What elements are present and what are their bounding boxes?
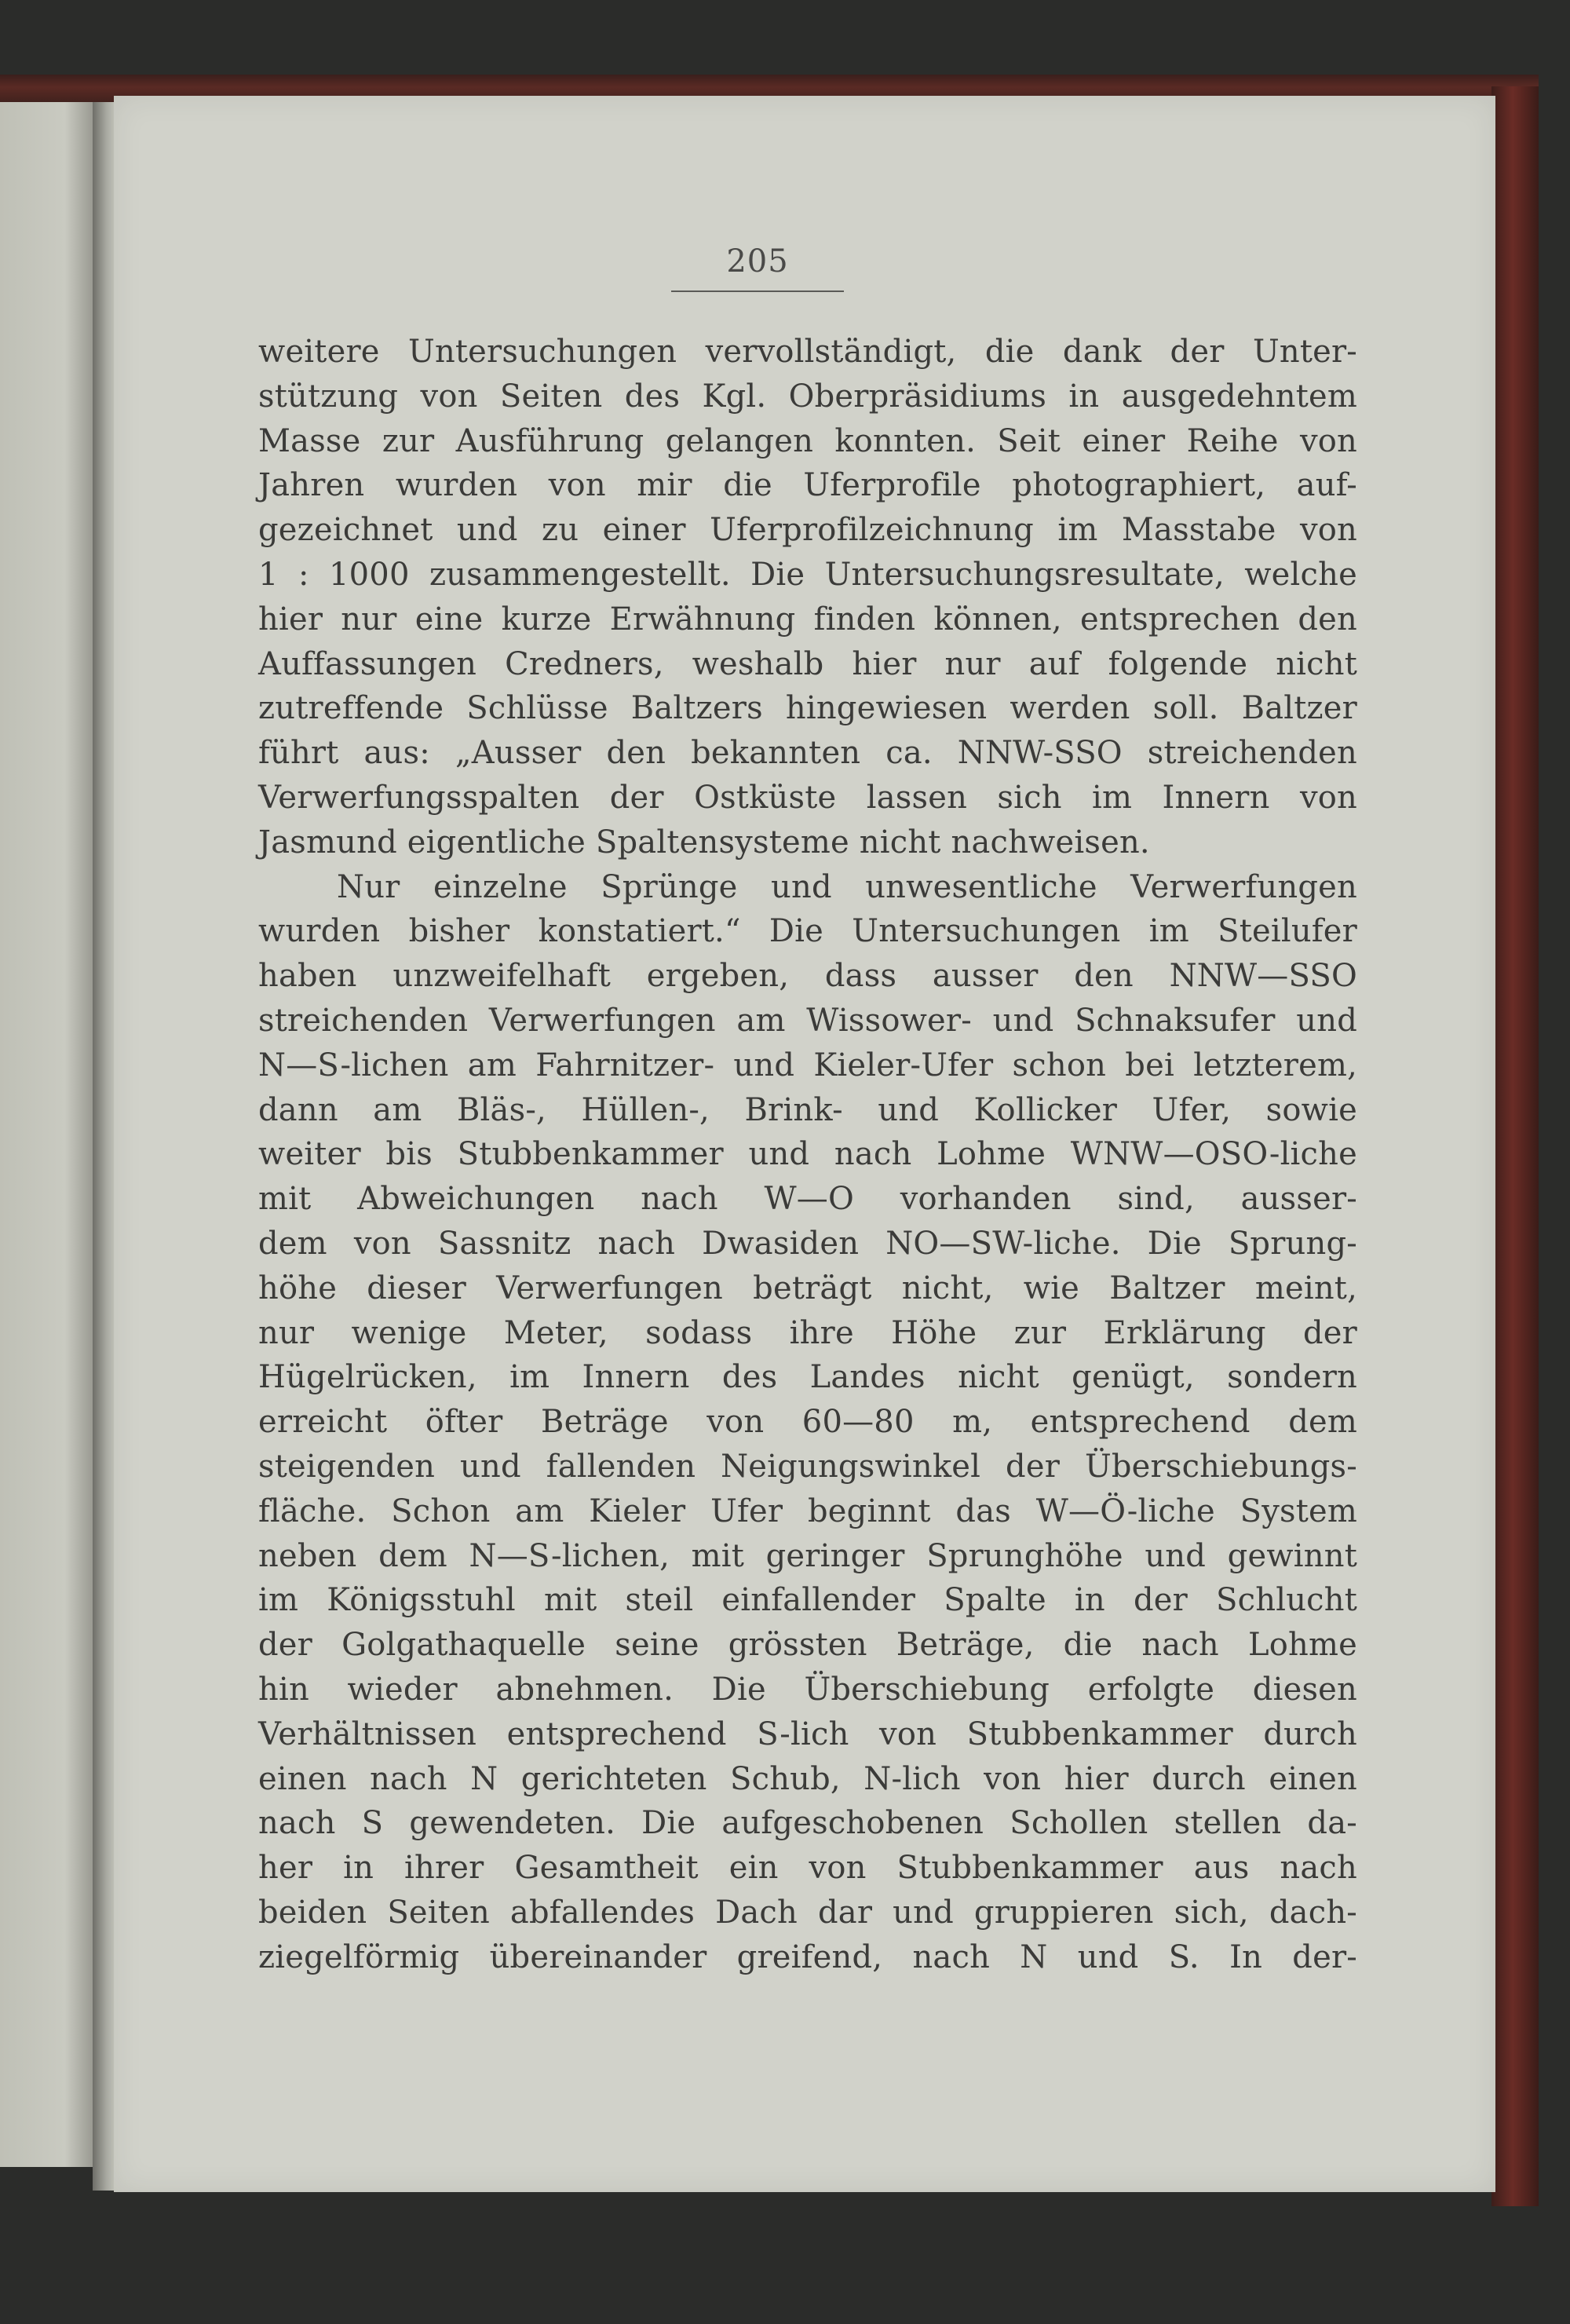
text-line: gezeichnet und zu einer Uferprofilzeichnung im Masstabe von (258, 512, 1357, 549)
text-line: Jahren wurden von mir die Uferprofile photographiert, auf- (258, 467, 1357, 504)
paragraph-first-line: Nur einzelne Sprünge und unwesentliche Verwerfungen (337, 868, 1357, 905)
book-gutter (93, 102, 116, 2191)
text-line: Verwerfungsspalten der Ostküste lassen sich im Innern von (258, 779, 1357, 816)
text-line: im Königsstuhl mit steil einfallender Spalte in der Schlucht (258, 1582, 1357, 1619)
text-line: nur wenige Meter, sodass ihre Höhe zur Erklärung der (258, 1314, 1357, 1351)
text-line: führt aus: „Ausser den bekannten ca. NNW-SSO streichenden (258, 735, 1357, 772)
text-line: 1 : 1000 zusammengestellt. Die Untersuchungsresultate, welche (258, 556, 1357, 593)
text-line: der Golgathaquelle seine grössten Beträge, die nach Lohme (258, 1627, 1357, 1664)
text-line: hin wieder abnehmen. Die Überschiebung erfolgte diesen (258, 1671, 1357, 1708)
text-line: ziegelförmig übereinander greifend, nach N und S. In der- (258, 1938, 1357, 1975)
text-line: Auffassungen Credners, weshalb hier nur auf folgende nicht (258, 645, 1357, 682)
text-line: Hügelrücken, im Innern des Landes nicht genügt, sondern (258, 1359, 1357, 1396)
text-line: mit Abweichungen nach W—O vorhanden sind, ausser- (258, 1181, 1357, 1218)
text-line: dann am Bläs-, Hüllen-, Brink- und Kollicker Ufer, sowie (258, 1091, 1357, 1128)
text-line: Jasmund eigentliche Spaltensysteme nicht nachweisen. (258, 824, 1150, 861)
text-line: stützung von Seiten des Kgl. Oberpräsidiums in ausgedehntem (258, 378, 1357, 415)
text-line: her in ihrer Gesamtheit ein von Stubbenkammer aus nach (258, 1850, 1357, 1887)
book-cover-right-edge (1492, 86, 1539, 2206)
text-line: streichenden Verwerfungen am Wissower- und Schnaksufer und (258, 1002, 1357, 1039)
facing-page-edge (0, 102, 93, 2167)
book-page (114, 96, 1495, 2192)
text-line: erreicht öfter Beträge von 60—80 m, entsprechend dem (258, 1404, 1357, 1441)
text-line: steigenden und fallenden Neigungswinkel der Überschiebungs- (258, 1448, 1357, 1485)
text-line: neben dem N—S-lichen, mit geringer Sprunghöhe und gewinnt (258, 1537, 1357, 1574)
text-line: fläche. Schon am Kieler Ufer beginnt das W—Ö-liche System (258, 1493, 1357, 1529)
page-number-rule (671, 290, 844, 292)
page-number: 205 (726, 243, 789, 280)
page-body-text (258, 330, 1357, 1979)
text-line: weitere Untersuchungen vervollständigt, die dank der Unter- (258, 334, 1357, 370)
text-line: zutreffende Schlüsse Baltzers hingewiesen werden soll. Baltzer (258, 690, 1357, 727)
text-line: haben unzweifelhaft ergeben, dass ausser den NNW—SSO (258, 958, 1357, 995)
text-line: beiden Seiten abfallendes Dach dar und gruppieren sich, dach- (258, 1894, 1357, 1931)
text-line: weiter bis Stubbenkammer und nach Lohme WNW—OSO-liche (258, 1136, 1357, 1173)
text-line: wurden bisher konstatiert.“ Die Untersuchungen im Steilufer (258, 913, 1357, 950)
text-line: einen nach N gerichteten Schub, N-lich von hier durch einen (258, 1760, 1357, 1797)
text-line: dem von Sassnitz nach Dwasiden NO—SW-liche. Die Sprung- (258, 1225, 1357, 1262)
text-line: hier nur eine kurze Erwähnung finden können, entsprechen den (258, 601, 1357, 638)
text-line: Masse zur Ausführung gelangen konnten. Seit einer Reihe von (258, 422, 1357, 459)
text-line: höhe dieser Verwerfungen beträgt nicht, wie Baltzer meint, (258, 1270, 1357, 1306)
text-line: Verhältnissen entsprechend S-lich von Stubbenkammer durch (258, 1716, 1357, 1752)
text-line: N—S-lichen am Fahrnitzer- und Kieler-Ufer schon bei letzterem, (258, 1047, 1357, 1083)
text-line: nach S gewendeten. Die aufgeschobenen Schollen stellen da- (258, 1805, 1357, 1842)
